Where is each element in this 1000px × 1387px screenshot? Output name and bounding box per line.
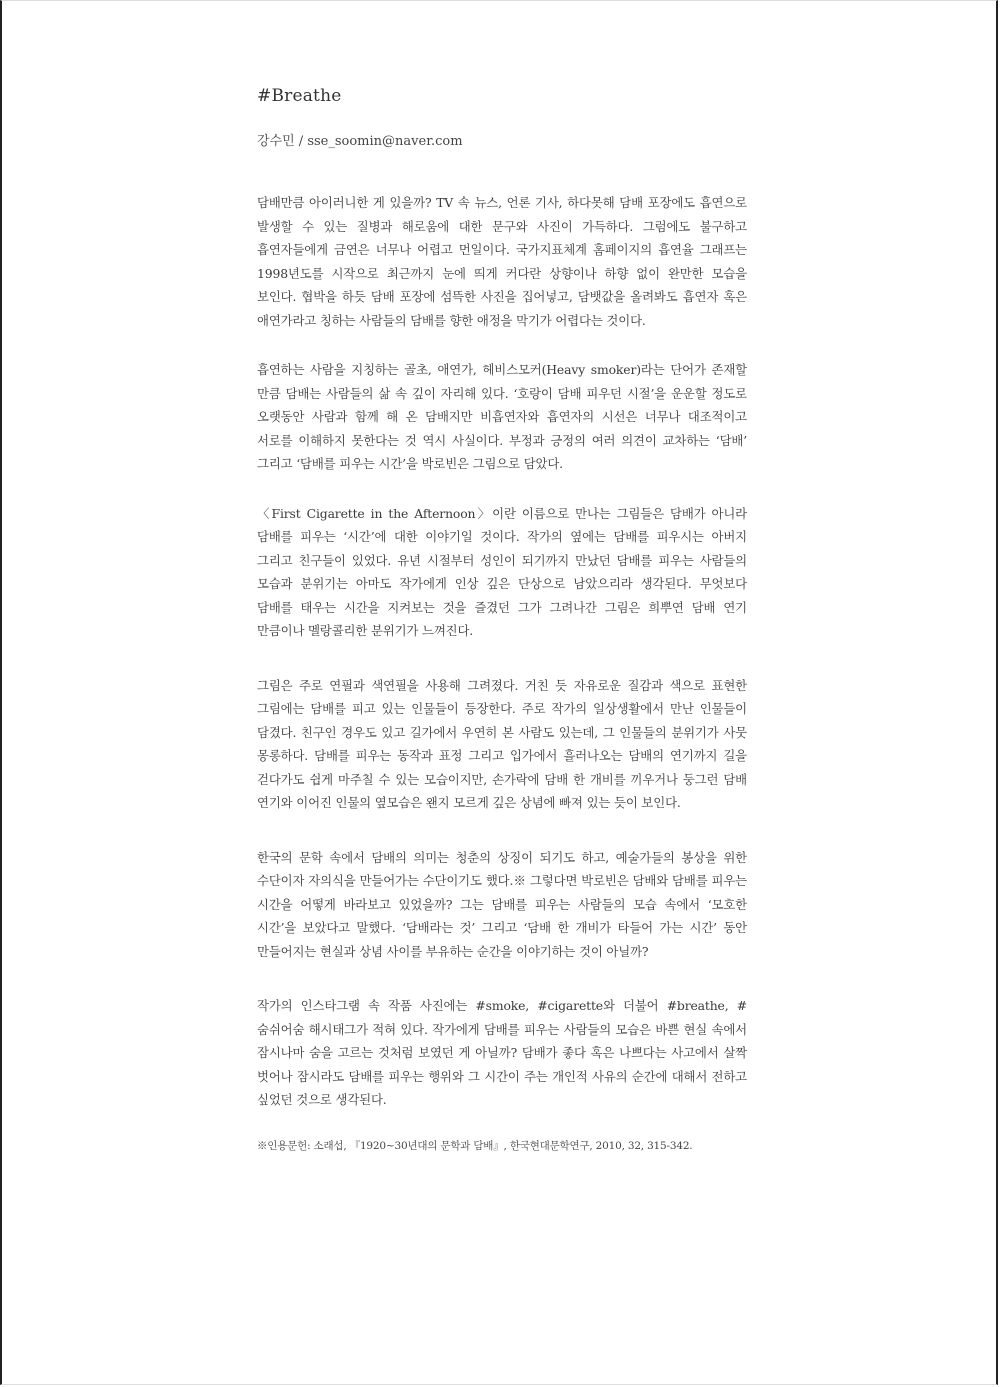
author-line: 강수민 / sse_soomin@naver.com <box>257 134 463 149</box>
paragraph-3: 〈First Cigarette in the Afternoon〉이란 이름으로 만나는 그림들은 담배가 아니라 담배를 피우는 ‘시간’에 대한 이야기일 것이다. 작가의 옆에는 담배를 피우시는 아버지 그리고 친구들이 있었다. 유년 시절부터 성인이 되기까지 만났던 담배를 피우는 사람들의 모습과 분위기는 아마도 작가에게 인상 깊은 단상으로 남았으리라 생각된다. 무엇보다 담배를 태우는 시간을 지켜보는 것을 즐겼던 그가 그려나간 그림은 희뿌연 담배 연기 만큼이나 멜랑콜리한 분위기가 느껴진다. <box>257 505 747 638</box>
paragraph-1: 담배만큼 아이러니한 게 있을까? TV 속 뉴스, 언론 기사, 하다못해 담배 포장에도 흡연으로 발생할 수 있는 질병과 해로움에 대한 문구와 사진이 가득하다. 그럼에도 불구하고 흡연자들에게 금연은 너무나 어렵고 먼일이다. 국가지표체계 홈페이지의 흡연율 그래프는 1998년도를 시작으로 최근까지 눈에 띄게 커다란 상향이나 하향 없이 완만한 모습을 보인다. 협박을 하듯 담배 포장에 섬뜩한 사진을 집어넣고, 담뱃값을 올려봐도 흡연자 혹은 애연가라고 칭하는 사람들의 담배를 향한 애정을 막기가 어렵다는 것이다. <box>257 195 747 328</box>
paragraph-2: 흡연하는 사람을 지칭하는 골초, 애연가, 헤비스모커(Heavy smoker)라는 단어가 존재할 만큼 담배는 사람들의 삶 속 깊이 자리해 있다. ‘호랑이 담배 피우던 시절’을 운운할 정도로 오랫동안 사람과 함께 해 온 담배지만 비흡연자와 흡연자의 시선은 너무나 대조적이고 서로를 이해하지 못한다는 것 역시 사실이다. 부정과 긍정의 여러 의견이 교차하는 ‘담배’ 그리고 ‘담배를 피우는 시간’을 박로빈은 그림으로 담았다. <box>257 362 747 471</box>
paragraph-4: 그림은 주로 연필과 색연필을 사용해 그려졌다. 거친 듯 자유로운 질감과 색으로 표현한 그림에는 담배를 피고 있는 인물들이 등장한다. 주로 작가의 일상생활에서 만난 인물들이 담겼다. 친구인 경우도 있고 길가에서 우연히 본 사람도 있는데, 그 인물들의 분위기가 사뭇 몽롱하다. 담배를 피우는 동작과 표정 그리고 입가에서 흘러나오는 담배의 연기까지 길을 걷다가도 쉽게 마주칠 수 있는 모습이지만, 손가락에 담배 한 개비를 끼우거나 둥그런 담배 연기와 이어진 인물의 옆모습은 왠지 모르게 깊은 상념에 빠져 있는 듯이 보인다. <box>257 677 747 810</box>
footnote: ※인용문헌: 소래섭, 『1920~30년대의 문학과 담배』, 한국현대문학연구, 2010, 32, 315-342. <box>257 1139 693 1152</box>
article-body <box>257 191 747 1112</box>
paragraph-6: 작가의 인스타그램 속 작품 사진에는 #smoke, #cigarette와 더불어 #breathe, #숨쉬어숨 해시태그가 적혀 있다. 작가에게 담배를 피우는 사람들의 모습은 바쁜 현실 속에서 잠시나마 숨을 고르는 것처럼 보였던 게 아닐까? 담배가 좋다 혹은 나쁘다는 사고에서 살짝 벗어나 잠시라도 담배를 피우는 행위와 그 시간이 주는 개인적 사유의 순간에 대해서 전하고 싶었던 것으로 생각된다. <box>257 998 747 1107</box>
article-title: #Breathe <box>257 86 342 106</box>
paragraph-5: 한국의 문학 속에서 담배의 의미는 청춘의 상징이 되기도 하고, 예술가들의 봉상을 위한 수단이자 자의식을 만들어가는 수단이기도 했다.※ 그렇다면 박로빈은 담배와 담배를 피우는 시간을 어떻게 바라보고 있었을까? 그는 담배를 피우는 사람들의 모습 속에서 ‘모호한 시간’을 보았다고 말했다. ‘담배라는 것’ 그리고 ‘담배 한 개비가 타들어 가는 시간’ 동안 만들어지는 현실과 상념 사이를 부유하는 순간을 이야기하는 것이 아닐까? <box>257 849 747 959</box>
article <box>257 86 747 1153</box>
